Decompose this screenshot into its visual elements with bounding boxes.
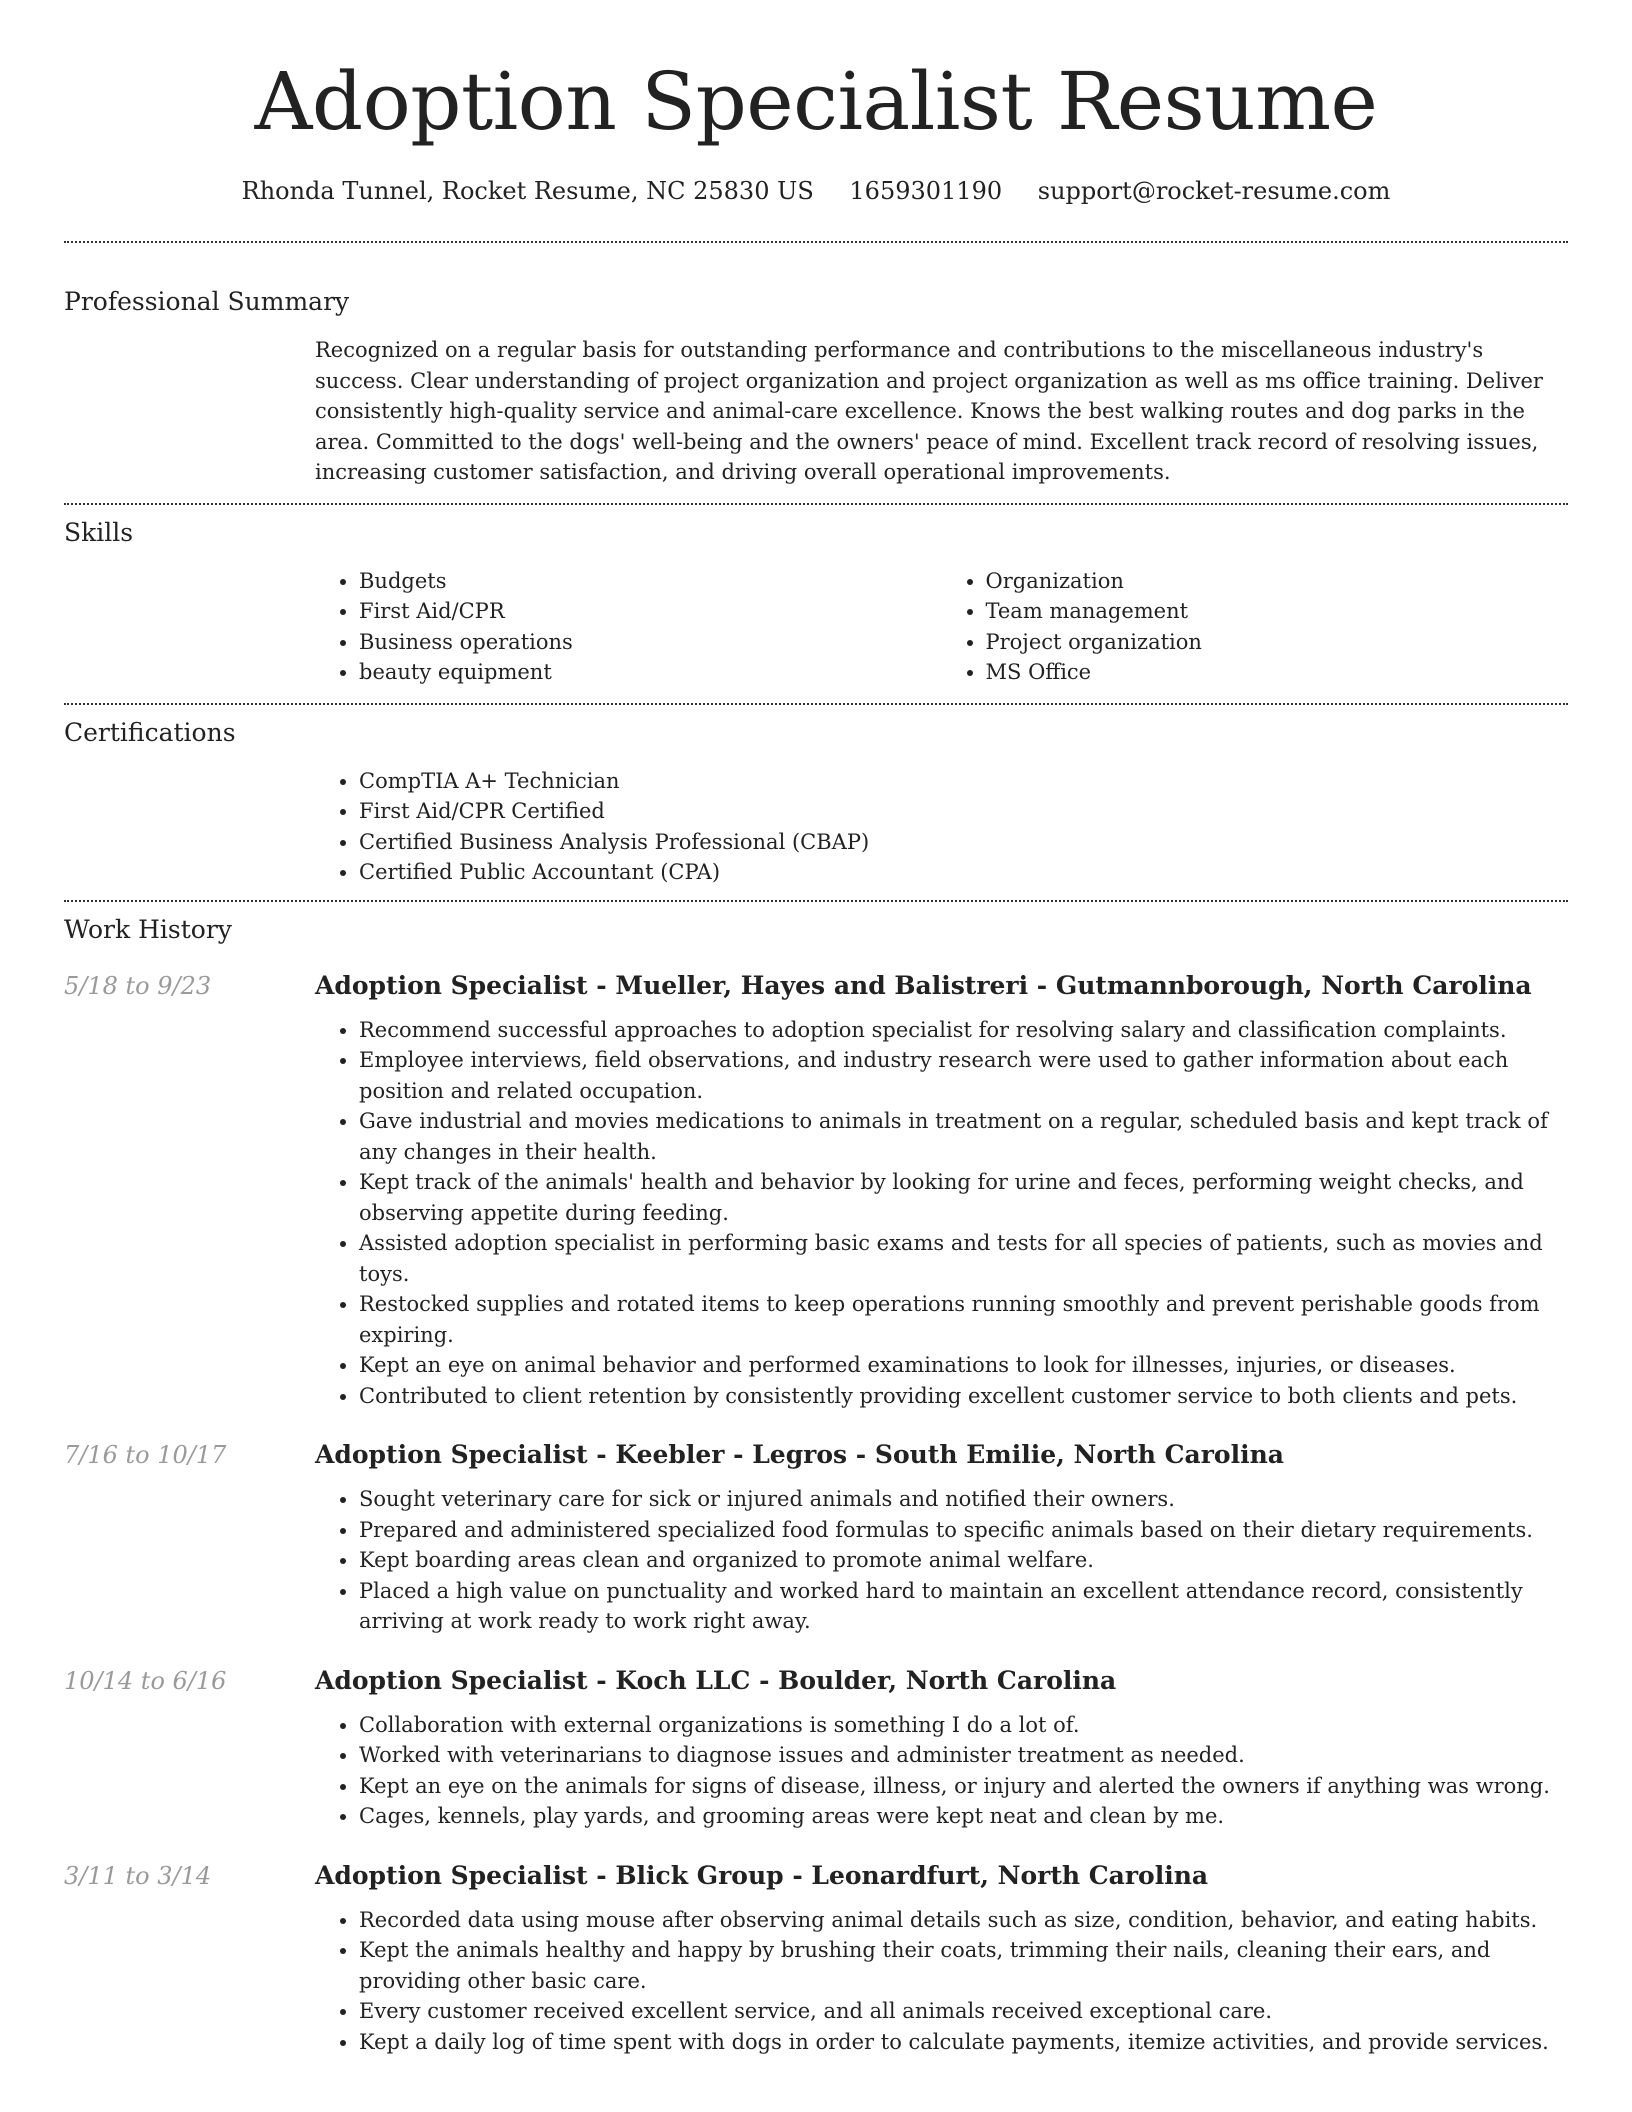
skill-item: • Project organization: [986, 627, 1569, 658]
job-duty: • Cages, kennels, play yards, and grooming areas were kept neat and clean by me.: [359, 1801, 1568, 1832]
summary-text: Recognized on a regular basis for outstanding performance and contributions to the miscellaneous industry's success. Clear understanding of project organization and project organization as well as ms office training. Deliver consistently high-quality service and animal-care excellence. Knows the best walking routes and dog parks in the area. Committed to the dogs' well-being and the owners' peace of mind. Excellent track record of resolving issues, increasing customer satisfaction, and driving overall operational improvements.: [315, 338, 1543, 484]
contact-phone: 1659301190: [849, 177, 1003, 205]
job-duty: • Recommend successful approaches to adoption specialist for resolving salary and classification complaints.: [359, 1015, 1568, 1046]
job-duty: • Gave industrial and movies medications to animals in treatment on a regular, scheduled basis and kept track of any changes in their health.: [359, 1106, 1568, 1167]
skill-item: • Budgets: [359, 566, 942, 597]
job-duty: • Kept an eye on the animals for signs of disease, illness, or injury and alerted the owners if anything was wrong.: [359, 1771, 1568, 1802]
contact-email: support@rocket-resume.com: [1037, 177, 1391, 205]
work-history-heading: Work History: [64, 914, 232, 944]
contact-line: [64, 174, 1568, 208]
job-duty: • Restocked supplies and rotated items to keep operations running smoothly and prevent perishable goods from expiring.: [359, 1289, 1568, 1350]
job-date: 5/18 to 9/23: [64, 971, 212, 1000]
certification-item: • Certified Public Accountant (CPA): [359, 857, 1568, 888]
certification-item: • Certified Business Analysis Professional (CBAP): [359, 827, 1568, 858]
job-title: Adoption Specialist - Blick Group - Leonardfurt, North Carolina: [315, 1860, 1209, 1890]
job-date: 3/11 to 3/14: [64, 1861, 212, 1890]
work-history-section: [64, 902, 1568, 2058]
job-entry: [64, 1860, 1568, 2058]
job-duties: [315, 1015, 1568, 1412]
contact-address: Rhonda Tunnel, Rocket Resume, NC 25830 US: [241, 177, 814, 205]
certifications-section: [64, 705, 1568, 900]
skill-item: • Organization: [986, 566, 1569, 597]
skill-item: • MS Office: [986, 657, 1569, 688]
resume-title: Adoption Specialist Resume: [254, 55, 1378, 148]
job-date: 10/14 to 6/16: [64, 1666, 227, 1695]
job-duty: • Kept the animals healthy and happy by brushing their coats, trimming their nails, cleaning their ears, and providing other basic care.: [359, 1935, 1568, 1996]
job-entry: [64, 970, 1568, 1412]
certification-item: • First Aid/CPR Certified: [359, 796, 1568, 827]
skills-heading: Skills: [64, 517, 134, 547]
job-entry: [64, 1665, 1568, 1832]
certifications-list: [315, 766, 1568, 888]
certifications-heading: Certifications: [64, 717, 236, 747]
job-duties: [315, 1710, 1568, 1832]
job-duty: • Collaboration with external organizations is something I do a lot of.: [359, 1710, 1568, 1741]
job-entry: [64, 1439, 1568, 1637]
job-duty: • Every customer received excellent service, and all animals received exceptional care.: [359, 1996, 1568, 2027]
skills-list-right: [942, 566, 1569, 688]
job-duty: • Kept an eye on animal behavior and performed examinations to look for illnesses, injuries, or diseases.: [359, 1350, 1568, 1381]
certification-item: • CompTIA A+ Technician: [359, 766, 1568, 797]
skill-item: • Team management: [986, 596, 1569, 627]
job-duty: • Prepared and administered specialized food formulas to specific animals based on their dietary requirements.: [359, 1515, 1568, 1546]
summary-section: [64, 243, 1568, 503]
job-title: Adoption Specialist - Keebler - Legros - South Emilie, North Carolina: [315, 1440, 1284, 1469]
job-duty: • Employee interviews, field observations, and industry research were used to gather information about each position and related occupation.: [359, 1045, 1568, 1106]
job-duty: • Recorded data using mouse after observing animal details such as size, condition, behavior, and eating habits.: [359, 1905, 1568, 1936]
job-title: Adoption Specialist - Mueller, Hayes and Balistreri - Gutmannborough, North Carolina: [315, 970, 1532, 1000]
job-title: Adoption Specialist - Koch LLC - Boulder, North Carolina: [315, 1665, 1117, 1695]
job-duty: • Placed a high value on punctuality and worked hard to maintain an excellent attendance record, consistently arriving at work ready to work right away.: [359, 1576, 1568, 1637]
skill-item: • First Aid/CPR: [359, 596, 942, 627]
job-duties: [315, 1905, 1568, 2058]
job-date: 7/16 to 10/17: [64, 1441, 227, 1469]
job-duty: • Contributed to client retention by consistently providing excellent customer service to both clients and pets.: [359, 1381, 1568, 1412]
job-duty: • Kept track of the animals' health and behavior by looking for urine and feces, performing weight checks, and observing appetite during feeding.: [359, 1167, 1568, 1228]
job-duty: • Kept boarding areas clean and organized to promote animal welfare.: [359, 1545, 1568, 1576]
skills-section: [64, 505, 1568, 703]
job-duty: • Sought veterinary care for sick or injured animals and notified their owners.: [359, 1484, 1568, 1515]
skill-item: • beauty equipment: [359, 657, 942, 688]
summary-heading: Professional Summary: [64, 287, 350, 316]
job-duty: • Worked with veterinarians to diagnose issues and administer treatment as needed.: [359, 1740, 1568, 1771]
job-duty: • Kept a daily log of time spent with dogs in order to calculate payments, itemize activities, and provide services.: [359, 2027, 1568, 2058]
job-duty: • Assisted adoption specialist in performing basic exams and tests for all species of patients, such as movies and toys.: [359, 1228, 1568, 1289]
skill-item: • Business operations: [359, 627, 942, 658]
job-duties: [315, 1484, 1568, 1637]
skills-list-left: [315, 566, 942, 688]
